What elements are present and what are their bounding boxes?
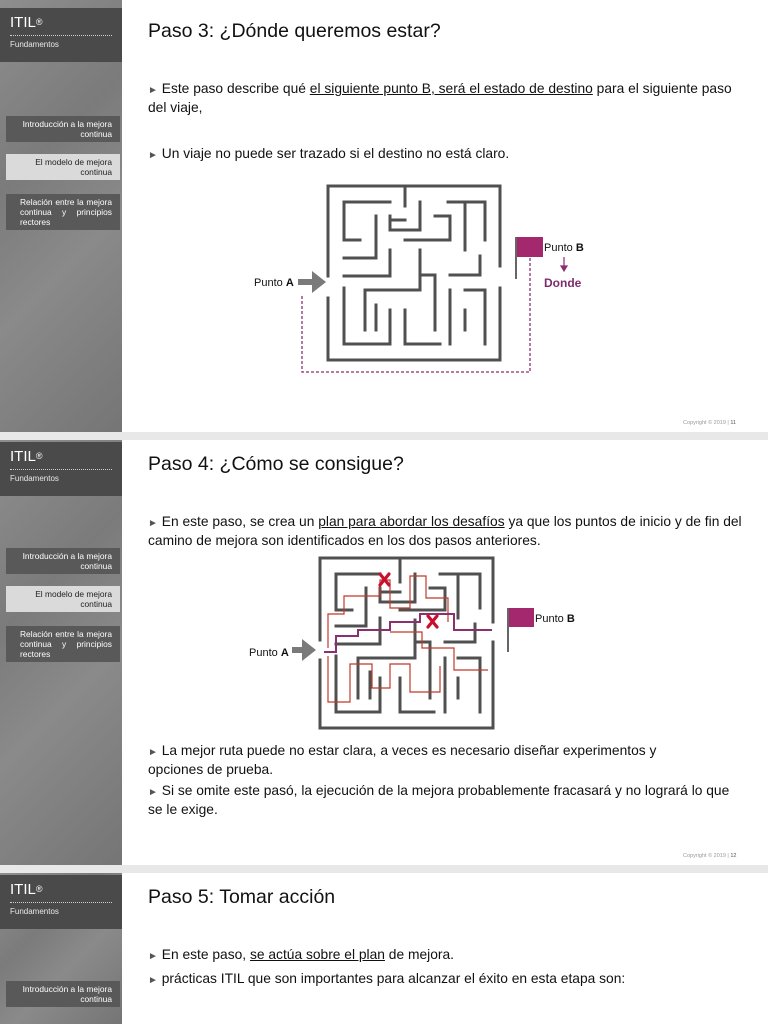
nav-item-introduccion[interactable]: Introducción a la mejora continua (6, 116, 120, 142)
bullet-arrow-icon: ► (148, 518, 158, 529)
nav-item-introduccion[interactable]: Introducción a la mejora continua (6, 981, 120, 1007)
maze-outer-wall (328, 186, 500, 360)
footer: Copyright © 2019 | 12 (683, 853, 737, 859)
nav-item-modelo[interactable]: El modelo de mejora continua (6, 586, 120, 612)
bullet-arrow-icon: ► (148, 951, 158, 962)
brand-title: ITIL® (10, 448, 43, 465)
punto-a-label: Punto A (249, 647, 289, 659)
slide-paso-3 (0, 0, 768, 432)
brand-divider (10, 35, 112, 36)
failed-route (328, 656, 440, 702)
sidebar (0, 0, 122, 432)
slide-paso-4 (0, 440, 768, 865)
slide-title: Paso 5: Tomar acción (148, 886, 336, 908)
nav-item-relacion[interactable]: Relación entre la mejora continua y principios rectores (6, 626, 120, 662)
nav-item-introduccion[interactable]: Introducción a la mejora continua (6, 548, 120, 574)
brand-title: ITIL® (10, 881, 43, 898)
bullet-arrow-icon: ► (148, 747, 158, 758)
arrow-punto-a (298, 271, 326, 293)
brand-divider (10, 469, 112, 470)
punto-b-label: Punto B (544, 242, 584, 254)
bullet-arrow-icon: ► (148, 975, 158, 986)
brand-title: ITIL® (10, 14, 43, 31)
footer: Copyright © 2019 | 11 (683, 420, 737, 426)
bullet: ► Un viaje no puede ser trazado si el destino no está claro. (148, 146, 510, 161)
sidebar (0, 440, 122, 865)
brand-subtitle: Fundamentos (10, 40, 59, 49)
bullet: ► En este paso, se crea un plan para abordar los desafíos ya que los puntos de inicio y de fin del camino de mejora son identificados en los dos pasos anteriores. (148, 514, 742, 548)
punto-a-label: Punto A (254, 277, 294, 289)
bullet-arrow-icon: ► (148, 787, 158, 798)
bullet: ► Este paso describe qué el siguiente punto B, será el estado de destino para el siguiente paso del viaje, (148, 81, 732, 115)
slide-title: Paso 4: ¿Cómo se consigue? (148, 453, 404, 475)
bullet: ► prácticas ITIL que son importantes para alcanzar el éxito en esta etapa son: (148, 971, 626, 986)
bullet: ► En este paso, se actúa sobre el plan de mejora. (148, 947, 454, 962)
brand-divider (10, 902, 112, 903)
flag-icon (515, 237, 543, 279)
bullet: ► La mejor ruta puede no estar clara, a veces es necesario diseñar experimentos y opciones de prueba. (148, 743, 657, 777)
x-mark-icon (428, 616, 437, 627)
punto-b-label: Punto B (535, 613, 575, 625)
sidebar (0, 873, 122, 1024)
flag-icon (507, 608, 534, 652)
donde-label: Donde (544, 276, 582, 290)
brand-box (0, 442, 122, 496)
slide-separator (0, 432, 768, 440)
bullet-arrow-icon: ► (148, 150, 158, 161)
dashed-route (302, 250, 530, 372)
slide-paso-5 (0, 873, 768, 1024)
best-route (324, 614, 492, 652)
nav-item-relacion[interactable]: Relación entre la mejora continua y principios rectores (6, 194, 120, 230)
down-arrow-icon (561, 257, 567, 271)
maze-diagram (240, 180, 600, 380)
slide-title: Paso 3: ¿Dónde queremos estar? (148, 20, 441, 42)
brand-subtitle: Fundamentos (10, 474, 59, 483)
bullet-arrow-icon: ► (148, 85, 158, 96)
nav-item-modelo[interactable]: El modelo de mejora continua (6, 154, 120, 180)
brand-box (0, 875, 122, 929)
arrow-punto-a (292, 639, 316, 661)
brand-subtitle: Fundamentos (10, 907, 59, 916)
slide-separator (0, 865, 768, 873)
maze-diagram (240, 552, 600, 732)
brand-box (0, 8, 122, 62)
bullet: ► Si se omite este pasó, la ejecución de la mejora probablemente fracasará y no logrará lo que se le exige. (148, 783, 730, 817)
